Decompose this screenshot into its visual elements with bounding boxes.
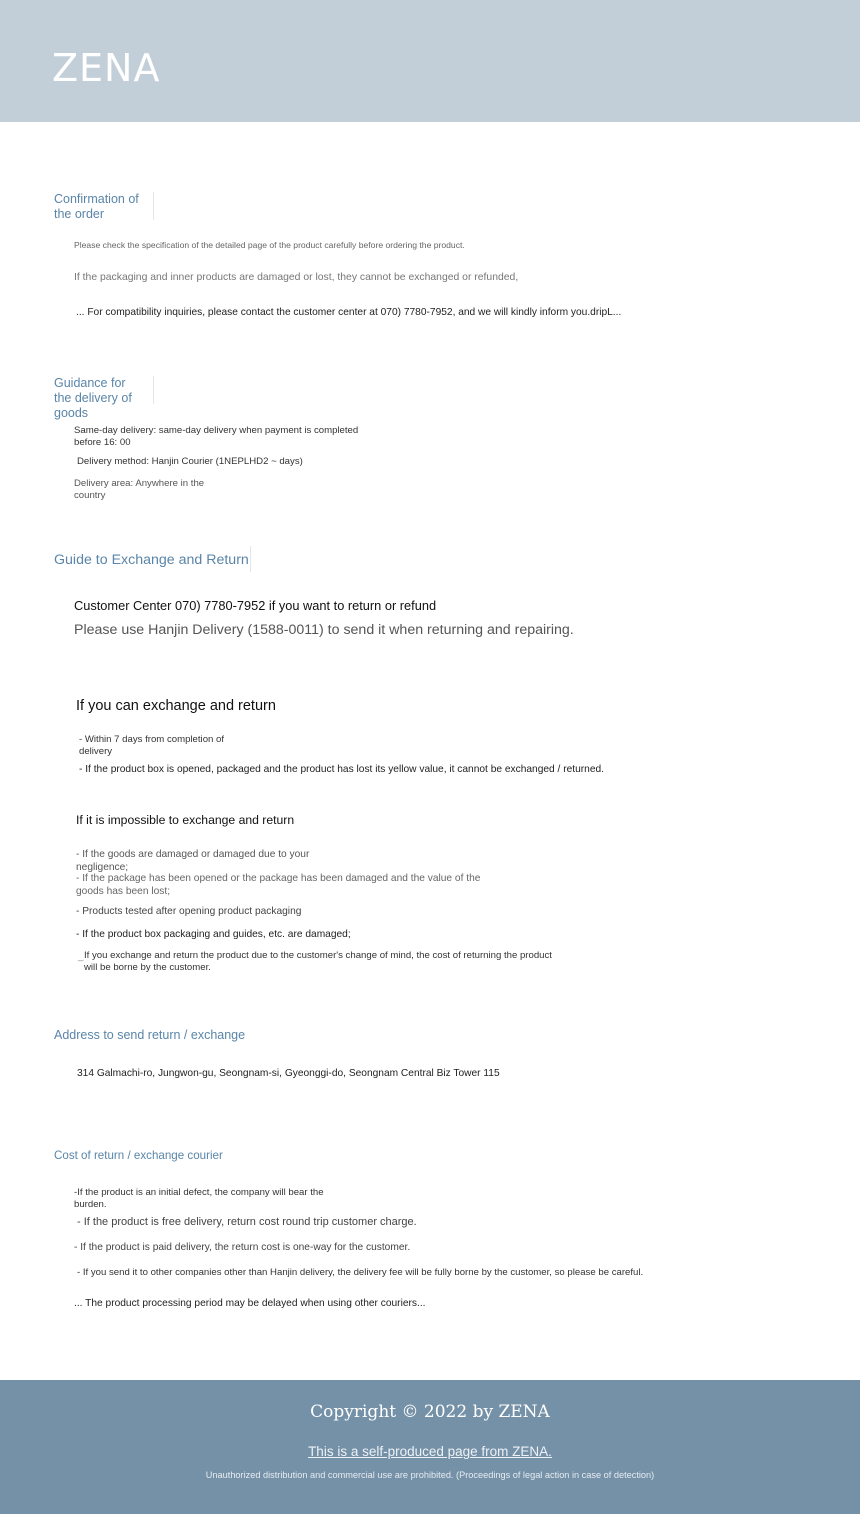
exchange-contact-line: Customer Center 070) 7780-7952 if you want to return or refund xyxy=(74,598,437,613)
exchange-possible-item-1: - Within 7 days from completion of delivery xyxy=(79,734,225,757)
page-header xyxy=(0,0,860,122)
self-produced-note: This is a self-produced page from ZENA. xyxy=(308,1444,552,1459)
exchange-impossible-item-2: - If the package has been opened or the package has been damaged and the value of the goods has been lost; xyxy=(76,873,481,897)
brand-logo: ZENA xyxy=(52,46,161,90)
address-line: 314 Galmachi-ro, Jungwon-gu, Seongnam-si, Gyeonggi-do, Seongnam Central Biz Tower 115 xyxy=(77,1068,500,1079)
copyright-text: Copyright © 2022 by ZENA xyxy=(310,1402,550,1422)
courier-line-3: - If the product is paid delivery, the return cost is one-way for the customer. xyxy=(74,1242,411,1253)
courier-line-5: ... The product processing period may be delayed when using other couriers... xyxy=(74,1298,426,1309)
delivery-section-title: Guidance for the delivery of goods xyxy=(54,376,132,420)
courier-section-title: Cost of return / exchange courier xyxy=(54,1149,223,1162)
exchange-impossible-item-4: - If the product box packaging and guides, etc. are damaged; xyxy=(76,929,351,940)
section-divider xyxy=(153,192,154,220)
order-line-1: Please check the specification of the detailed page of the product carefully before ordering the product. xyxy=(74,240,465,250)
section-divider xyxy=(250,546,251,572)
address-section-title: Address to send return / exchange xyxy=(54,1028,246,1042)
order-section-title: Confirmation of the order xyxy=(54,192,139,221)
delivery-line-1: Same-day delivery: same-day delivery when payment is completed before 16: 00 xyxy=(74,425,359,448)
exchange-impossible-item-5: If you exchange and return the product due to the customer's change of mind, the cost of returning the product will be borne by the customer. xyxy=(84,950,552,973)
legal-notice: Unauthorized distribution and commercial use are prohibited. (Proceedings of legal action in case of detection) xyxy=(205,1470,655,1480)
courier-line-2: - If the product is free delivery, return cost round trip customer charge. xyxy=(77,1216,417,1228)
exchange-impossible-item-5-marker: _ xyxy=(78,951,84,962)
exchange-section-title: Guide to Exchange and Return xyxy=(54,552,249,568)
exchange-possible-title: If you can exchange and return xyxy=(76,698,276,714)
order-line-3: ... For compatibility inquiries, please contact the customer center at 070) 7780-7952, and we will kindly inform you.dripL... xyxy=(76,307,622,318)
delivery-line-2: Delivery method: Hanjin Courier (1NEPLHD2 ~ days) xyxy=(77,456,303,467)
delivery-line-3: Delivery area: Anywhere in the country xyxy=(74,478,205,501)
exchange-hanjin-line: Please use Hanjin Delivery (1588-0011) to send it when returning and repairing. xyxy=(74,622,574,638)
order-line-2: If the packaging and inner products are damaged or lost, they cannot be exchanged or refunded, xyxy=(74,272,519,283)
section-divider xyxy=(153,376,154,404)
courier-line-4: - If you send it to other companies other than Hanjin delivery, the delivery fee will be fully borne by the customer, so please be careful. xyxy=(77,1267,644,1278)
exchange-possible-item-2: - If the product box is opened, packaged and the product has lost its yellow value, it cannot be exchanged / returned. xyxy=(79,764,604,775)
page-footer xyxy=(0,1380,860,1514)
exchange-impossible-title: If it is impossible to exchange and return xyxy=(76,813,295,827)
courier-line-1: -If the product is an initial defect, the company will bear the burden. xyxy=(74,1187,324,1210)
exchange-impossible-item-1: - If the goods are damaged or damaged due to your negligence; xyxy=(76,849,310,873)
exchange-impossible-item-3: - Products tested after opening product packaging xyxy=(76,906,302,917)
